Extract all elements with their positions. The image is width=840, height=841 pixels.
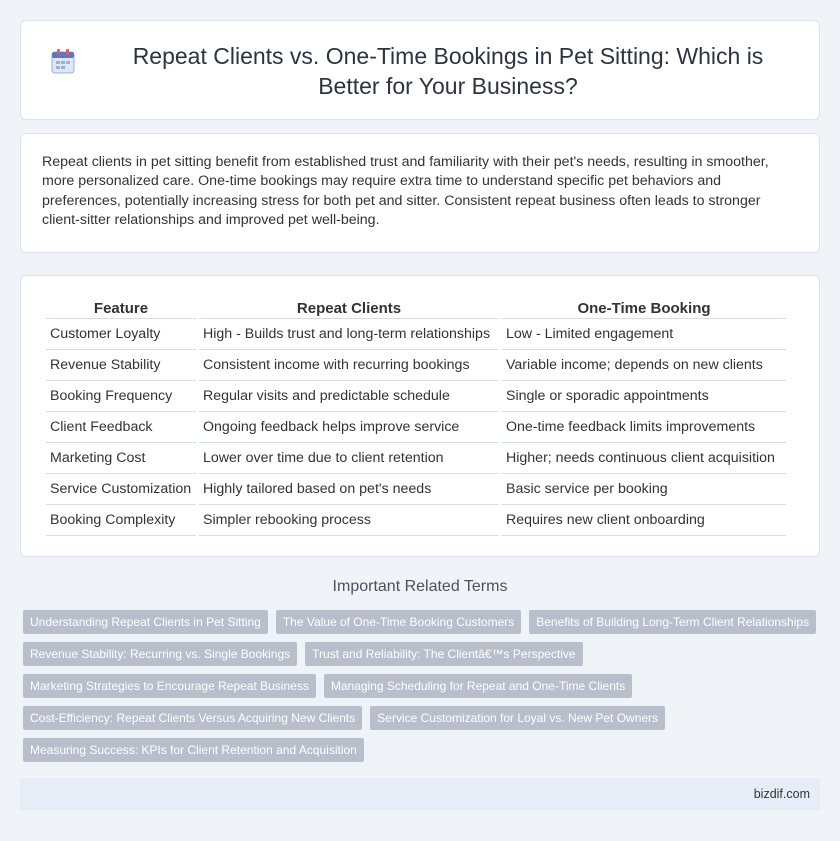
table-cell: Service Customization	[46, 474, 196, 505]
table-header-row	[46, 298, 786, 319]
table-cell: Regular visits and predictable schedule	[199, 381, 499, 412]
column-header-one-time-booking: One-Time Booking	[502, 298, 786, 319]
related-term-tag[interactable]: Understanding Repeat Clients in Pet Sitting	[23, 610, 268, 634]
table-row	[46, 474, 786, 505]
related-term-tag[interactable]: Measuring Success: KPIs for Client Retention and Acquisition	[23, 738, 364, 762]
footer-site-link[interactable]: bizdif.com	[753, 787, 810, 801]
table-cell: Simpler rebooking process	[199, 505, 499, 536]
table-cell: Ongoing feedback helps improve service	[199, 412, 499, 443]
table-cell: Low - Limited engagement	[502, 319, 786, 350]
related-term-tag[interactable]: The Value of One-Time Booking Customers	[276, 610, 521, 634]
related-term-tag[interactable]: Trust and Reliability: The Clientâ€™s Perspective	[305, 642, 582, 666]
page-title: Repeat Clients vs. One-Time Bookings in Pet Sitting: Which is Better for Your Business?	[132, 43, 764, 99]
column-header-feature: Feature	[46, 298, 196, 319]
table-cell: Marketing Cost	[46, 443, 196, 474]
table-row	[46, 381, 786, 412]
table-row	[46, 505, 786, 536]
table-cell: Requires new client onboarding	[502, 505, 786, 536]
title-row	[21, 21, 821, 121]
related-term-tag[interactable]: Marketing Strategies to Encourage Repeat Business	[23, 674, 316, 698]
table-cell: Variable income; depends on new clients	[502, 350, 786, 381]
intro-card	[20, 133, 820, 253]
column-header-repeat-clients: Repeat Clients	[199, 298, 499, 319]
table-cell: Booking Complexity	[46, 505, 196, 536]
table-cell: Lower over time due to client retention	[199, 443, 499, 474]
table-cell: Single or sporadic appointments	[502, 381, 786, 412]
table-row	[46, 350, 786, 381]
footer	[20, 778, 820, 810]
table-cell: Customer Loyalty	[46, 319, 196, 350]
related-terms-heading: Important Related Terms	[332, 578, 508, 595]
comparison-table	[43, 298, 789, 536]
table-cell: Client Feedback	[46, 412, 196, 443]
table-cell: Booking Frequency	[46, 381, 196, 412]
table-cell: Highly tailored based on pet's needs	[199, 474, 499, 505]
table-cell: Basic service per booking	[502, 474, 786, 505]
intro-paragraph: Repeat clients in pet sitting benefit from established trust and familiarity with their pet's needs, resulting in smoother, more personalized care. One-time bookings may require extra time to understand specific pet behaviors and preferences, potentially increasing stress for both pet and sitter. Consistent repeat business often leads to stronger client-sitter relationships and improved pet well-being.	[42, 154, 769, 228]
table-row	[46, 319, 786, 350]
related-term-tag[interactable]: Revenue Stability: Recurring vs. Single Bookings	[23, 642, 297, 666]
related-term-tag[interactable]: Service Customization for Loyal vs. New Pet Owners	[370, 706, 665, 730]
calendar-icon	[51, 48, 75, 74]
related-term-tag[interactable]: Benefits of Building Long-Term Client Relationships	[529, 610, 816, 634]
title-card	[20, 20, 820, 120]
table-cell: High - Builds trust and long-term relationships	[199, 319, 499, 350]
related-term-tag[interactable]: Cost-Efficiency: Repeat Clients Versus Acquiring New Clients	[23, 706, 362, 730]
table-cell: Higher; needs continuous client acquisition	[502, 443, 786, 474]
related-term-tag[interactable]: Managing Scheduling for Repeat and One-Time Clients	[324, 674, 632, 698]
table-cell: Revenue Stability	[46, 350, 196, 381]
table-row	[46, 443, 786, 474]
related-terms-list	[23, 610, 823, 762]
table-row	[46, 412, 786, 443]
table-cell: Consistent income with recurring bookings	[199, 350, 499, 381]
comparison-card	[20, 275, 820, 557]
table-cell: One-time feedback limits improvements	[502, 412, 786, 443]
